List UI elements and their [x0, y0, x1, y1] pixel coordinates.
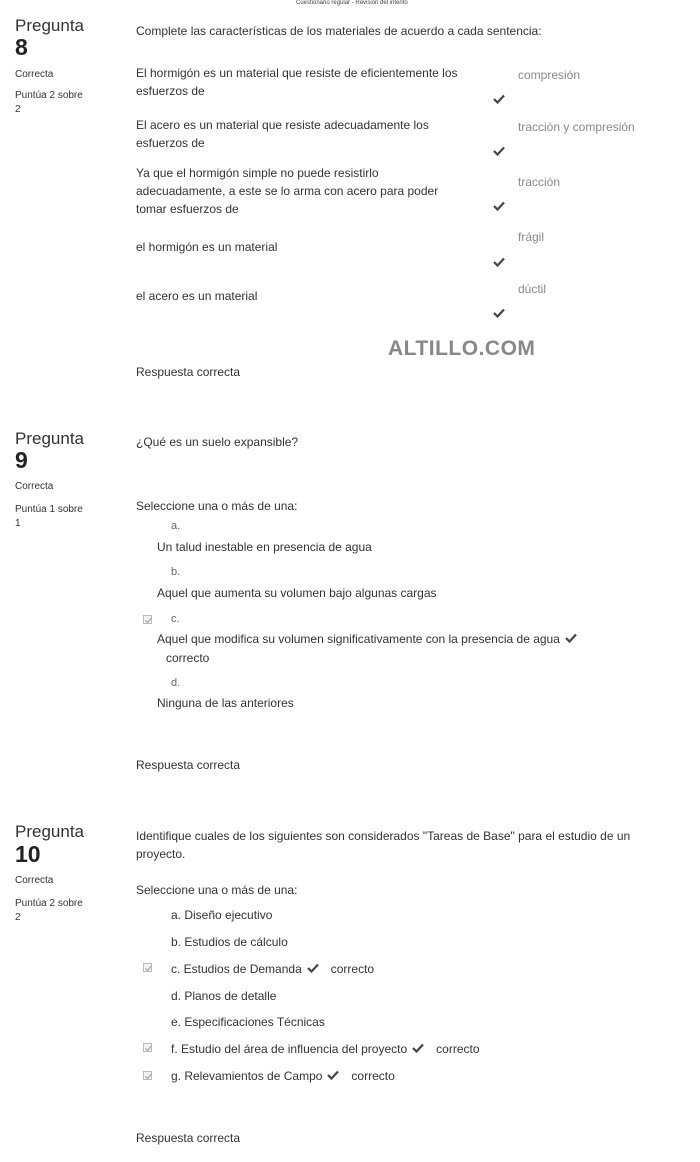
correct-feedback: correcto: [351, 1069, 395, 1084]
option-text[interactable]: e. Especificaciones Técnicas: [171, 1015, 325, 1029]
feedback-text: Respuesta correcta: [136, 365, 241, 379]
feedback-text: Respuesta correcta: [136, 758, 241, 772]
question-grade: Puntúa 2 sobre 2: [15, 90, 83, 115]
option-text[interactable]: Aquel que aumenta su volumen bajo algunas cargas: [157, 586, 437, 600]
check-icon: [493, 257, 505, 267]
option-text[interactable]: d. Planos de detalle: [171, 989, 277, 1003]
option-text[interactable]: a. Diseño ejecutivo: [171, 908, 273, 922]
option-text[interactable]: Un talud inestable en presencia de agua: [157, 540, 372, 554]
option-text[interactable]: Ninguna de las anteriores: [157, 696, 294, 710]
match-statement: el acero es un material: [136, 289, 258, 303]
option-letter: b.: [171, 566, 181, 578]
question-number: 8: [15, 34, 28, 60]
watermark: ALTILLO.COM: [388, 337, 536, 360]
match-answer[interactable]: tracción: [518, 175, 561, 189]
option-text[interactable]: c. Estudios de Demanda correcto: [171, 960, 374, 980]
option-text[interactable]: b. Estudios de cálculo: [171, 935, 288, 949]
match-answer[interactable]: dúctil: [518, 282, 547, 296]
check-icon: [307, 960, 319, 978]
question-label: Pregunta: [15, 429, 84, 448]
feedback-text: Respuesta correcta: [136, 1131, 241, 1145]
question-state: Correcta: [15, 481, 54, 492]
question-prompt: ¿Qué es un suelo expansible?: [136, 435, 299, 449]
select-instructions: Seleccione una o más de una:: [136, 883, 298, 897]
match-answer[interactable]: frágil: [518, 230, 545, 244]
match-statement: El acero es un material que resiste adecuadamente los esfuerzos de: [136, 118, 429, 150]
option-checkbox-checked[interactable]: [143, 1071, 152, 1080]
question-grade: Puntúa 2 sobre 2: [15, 898, 83, 923]
question-state: Correcta: [15, 69, 54, 80]
match-statement: Ya que el hormigón simple no puede resistirlo adecuadamente, a este se lo arma con acero para poder tomar esfuerzos de: [136, 166, 439, 216]
option-text[interactable]: g. Relevamientos de Campo correcto: [171, 1067, 395, 1087]
match-answer[interactable]: compresión: [518, 68, 581, 82]
check-icon: [493, 308, 505, 318]
check-icon: [565, 630, 577, 648]
question-label: Pregunta: [15, 822, 84, 841]
match-statement: el hormigón es un material: [136, 240, 278, 254]
option-checkbox-checked[interactable]: [143, 1043, 152, 1052]
check-icon: [493, 94, 505, 104]
option-checkbox-checked[interactable]: [143, 963, 152, 972]
question-grade: Puntúa 1 sobre 1: [15, 504, 83, 529]
check-icon: [493, 146, 505, 156]
option-text[interactable]: f. Estudio del área de influencia del proyecto correcto: [171, 1040, 480, 1060]
question-label: Pregunta: [15, 16, 84, 35]
option-checkbox-checked[interactable]: [143, 615, 152, 624]
match-statement: El hormigón es un material que resiste de eficientemente los esfuerzos de: [136, 66, 458, 98]
option-letter: d.: [171, 677, 181, 689]
question-number: 10: [15, 841, 41, 867]
match-answer[interactable]: tracción y compresión: [518, 120, 635, 134]
select-instructions: Seleccione una o más de una:: [136, 499, 298, 513]
check-icon: [412, 1040, 424, 1058]
question-number: 9: [15, 447, 28, 473]
correct-feedback: correcto: [166, 651, 210, 665]
option-text[interactable]: Aquel que modifica su volumen significativamente con la presencia de agua: [157, 630, 583, 650]
correct-feedback: correcto: [436, 1042, 480, 1057]
page-header-title: Cuestionario regular - Revisión del intento: [296, 0, 408, 6]
check-icon: [327, 1067, 339, 1085]
question-prompt: Identifique cuales de los siguientes son considerados "Tareas de Base" para el estudio de un proyecto.: [136, 829, 631, 861]
option-letter: a.: [171, 520, 181, 532]
check-icon: [493, 201, 505, 211]
question-state: Correcta: [15, 875, 54, 886]
option-letter: c.: [171, 613, 180, 625]
question-prompt: Complete las características de los materiales de acuerdo a cada sentencia:: [136, 24, 542, 38]
correct-feedback: correcto: [330, 962, 375, 977]
